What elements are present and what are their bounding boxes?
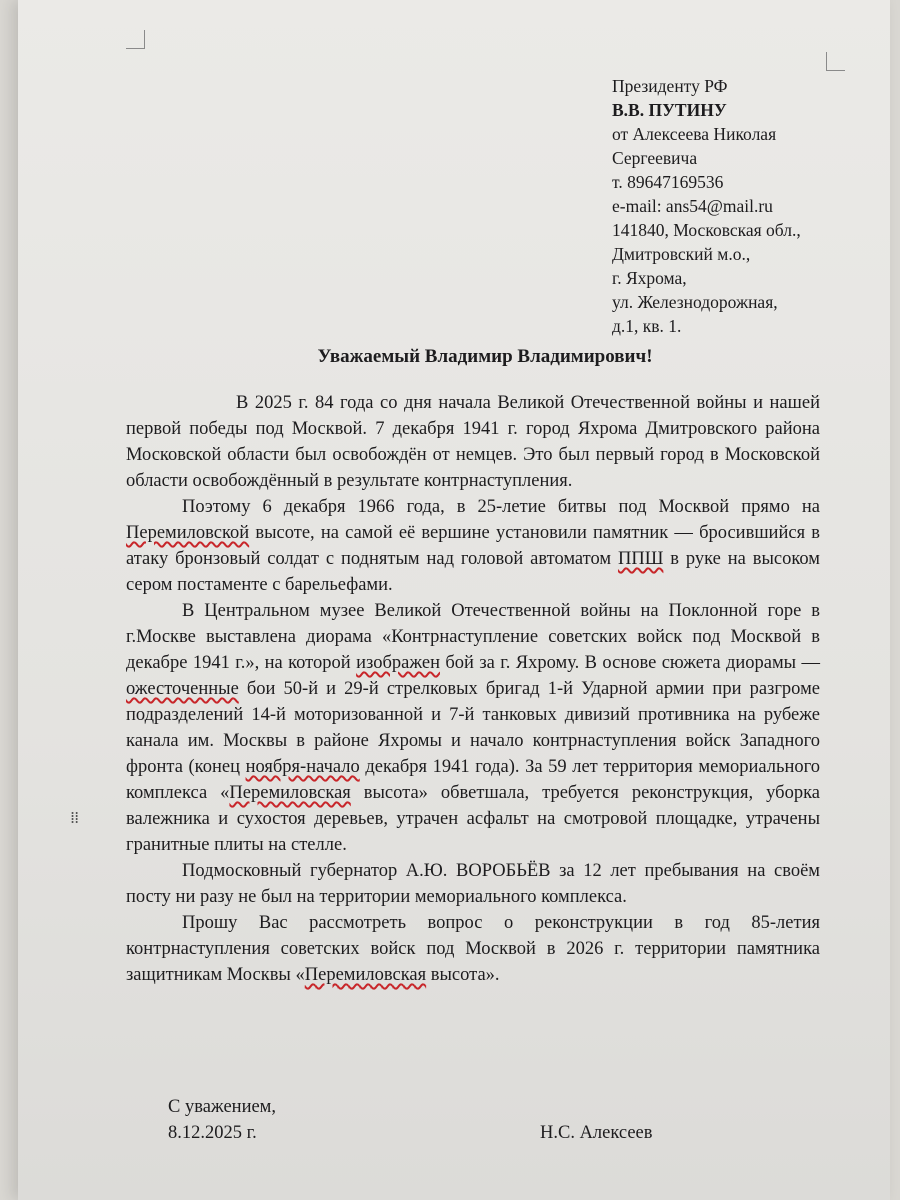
sender-address-line1: 141840, Московская обл.,	[612, 220, 801, 240]
paragraph-2	[126, 494, 820, 598]
spellcheck-word[interactable]: ноября-начало	[245, 757, 360, 777]
paragraph-5	[126, 910, 820, 988]
paragraph-1: В 2025 г. 84 года со дня начала Великой Отечественной войны и нашей первой победы под Москвой. 7 декабря 1941 г. город Яхрома Дмитровского района Московской области был освобождён от немцев. Это был первый город в Московской области освобождённый в результате контрнаступления.	[126, 393, 820, 491]
signature-name: Н.С. Алексеев	[540, 1123, 653, 1143]
addressee-title: Президенту РФ	[612, 76, 728, 96]
closing-date: 8.12.2025 г.	[168, 1123, 257, 1143]
spellcheck-word[interactable]: ППШ	[617, 549, 664, 569]
spellcheck-word[interactable]: Перемиловская	[229, 783, 351, 803]
paragraph-2-text: высоте, на самой её вершине установили памятник — бросившийся в атаку бронзовый солдат с поднятым над головой автоматом	[126, 523, 820, 569]
closing-regards: С уважением,	[168, 1097, 277, 1117]
paragraph-3-text: бои 50-й и 29-й стрелковых бригад 1-й Ударной армии при разгроме подразделений 14-й моторизованной и 7-й танковых дивизий противника на рубеже канала им. Москвы в районе Яхромы и начало контрнаступления войск Западного фронта (конец	[126, 679, 820, 777]
paragraph-5-text: высота».	[426, 965, 500, 985]
letter-body[interactable]	[126, 390, 820, 988]
paragraph-3-text: высота» обветшала, требуется реконструкция, уборка валежника и сухостоя деревьев, утрачен асфальт на смотровой площадке, утрачены гранитные плиты на стелле.	[126, 783, 820, 855]
crop-mark-top-left	[126, 30, 145, 49]
sender-name-line2: Сергеевича	[612, 148, 698, 168]
paragraph-4: Подмосковный губернатор А.Ю. ВОРОБЬЁВ за 12 лет пребывания на своём посту ни разу не был на территории мемориального комплекса.	[126, 861, 820, 907]
crop-mark-top-right	[826, 52, 845, 71]
sender-address-line5: д.1, кв. 1.	[612, 316, 682, 336]
addressee-block	[612, 74, 852, 338]
paragraph-3-text: В Центральном музее Великой Отечественной войны на Поклонной горе в г.Москве выставлена диорама «Контрнаступление советских войск под Москвой в декабре 1941 г.», на которой	[126, 601, 820, 673]
addressee-name: В.В. ПУТИНУ	[612, 100, 727, 120]
paragraph-3-text: декабря 1941 года). За 59 лет территория мемориального комплекса «	[126, 757, 820, 803]
sender-address-line4: ул. Железнодорожная,	[612, 292, 778, 312]
spellcheck-word[interactable]: ожесточенные	[126, 679, 239, 699]
paragraph-3-text: бой за г. Яхрому. В основе сюжета диорамы —	[439, 653, 821, 673]
spellcheck-word[interactable]: изображен	[356, 653, 440, 673]
sender-address-line3: г. Яхрома,	[612, 268, 687, 288]
sender-phone: т. 89647169536	[612, 172, 724, 192]
sender-address-line2: Дмитровский м.о.,	[612, 244, 751, 264]
closing-block	[168, 1094, 276, 1146]
paragraph-5-text: Прошу Вас рассмотреть вопрос о реконструкции в год 85-летия контрнаступления советских войск под Москвой в 2026 г. территории памятника защитникам Москвы «	[126, 913, 820, 985]
paragraph-2-text: в руке на высоком сером постаменте с барельефами.	[126, 549, 820, 595]
paragraph-2-text: Поэтому 6 декабря 1966 года, в 25-летие битвы под Москвой прямо на	[182, 497, 820, 517]
sender-email: e-mail: ans54@mail.ru	[612, 196, 773, 216]
spellcheck-word[interactable]: Перемиловская	[304, 965, 427, 985]
move-handle-icon[interactable]: ⁞⁞	[70, 808, 79, 827]
salutation-heading: Уважаемый Владимир Владимирович!	[317, 346, 653, 367]
paragraph-3	[126, 598, 820, 858]
spellcheck-word[interactable]: Перемиловской	[126, 523, 250, 543]
sender-name-line1: от Алексеева Николая	[612, 124, 777, 144]
